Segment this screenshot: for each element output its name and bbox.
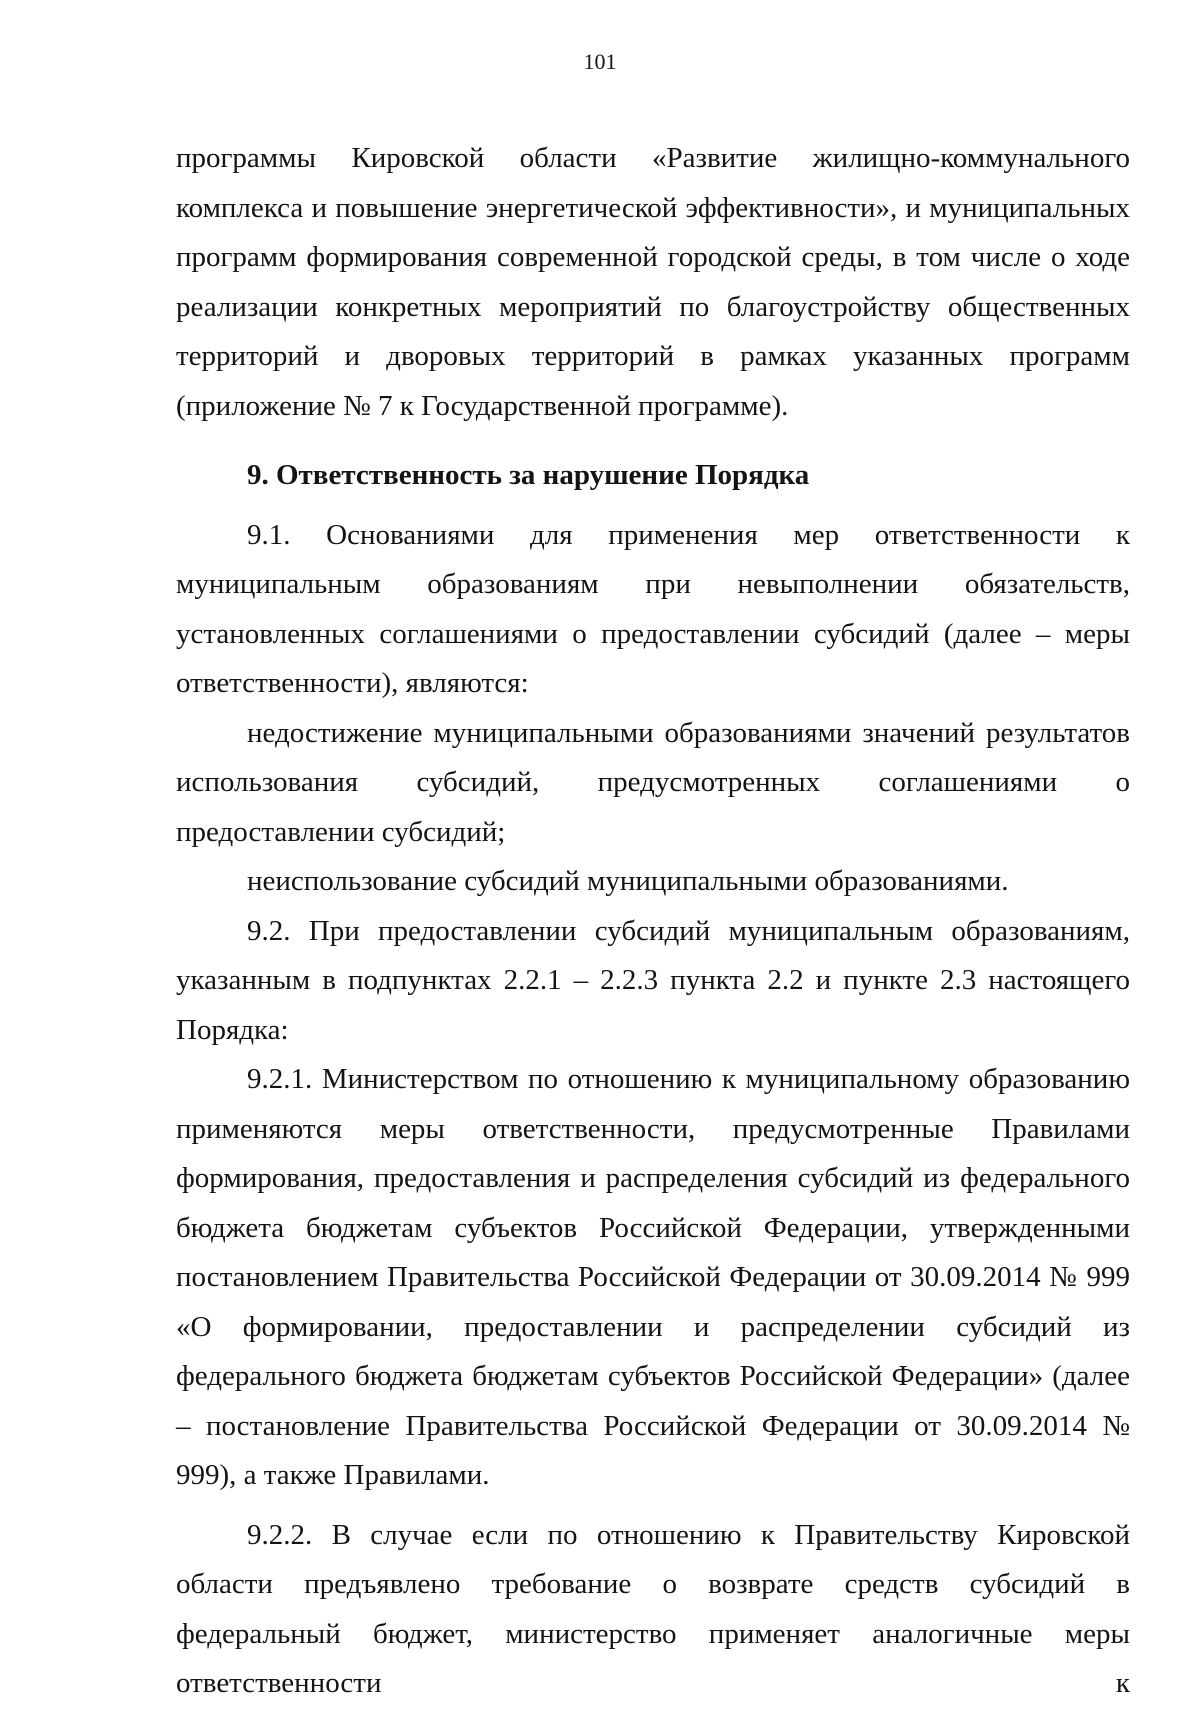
paragraph-9-2: 9.2. При предоставлении субсидий муниципальным образованиям, указанным в подпунктах 2.2.1 – 2.2.3 пункта 2.2 и пункте 2.3 настоящего Порядка:: [176, 914, 1130, 1046]
document-body: [176, 134, 1130, 1709]
paragraph-9-1-item-2: неиспользование субсидий муниципальными образованиями.: [247, 865, 1009, 897]
section-heading: 9. Ответственность за нарушение Порядка: [247, 459, 810, 491]
paragraph-9-2-2: 9.2.2. В случае если по отношению к Правительству Кировской области предъявлено требование о возврате средств субсидий в федеральный бюджет, министерство применяет аналогичные меры ответственности к: [176, 1518, 1130, 1699]
page-number: 101: [583, 49, 617, 74]
paragraph-9-1: 9.1. Основаниями для применения мер ответственности к муниципальным образованиям при невыполнении обязательств, установленных соглашениями о предоставлении субсидий (далее – меры ответственности), являются:: [176, 518, 1130, 699]
paragraph-9-1-item-1: недостижение муниципальными образованиями значений результатов использования субсидий, предусмотренных соглашениями о предоставлении субсидий;: [176, 716, 1130, 848]
paragraph-9-2-1: 9.2.1. Министерством по отношению к муниципальному образованию применяются меры ответственности, предусмотренные Правилами формирования, предоставления и распределения субсидий из федерального бюджета бюджетам субъектов Российской Федерации, утвержденными постановлением Правительства Российской Федерации от 30.09.2014 № 999 «О формировании, предоставлении и распределении субсидий из федерального бюджета бюджетам субъектов Российской Федерации» (далее – постановление Правительства Российской Федерации от 30.09.2014 № 999), а также Правилами.: [176, 1063, 1130, 1491]
paragraph-continuation: программы Кировской области «Развитие жилищно-коммунального комплекса и повышение энергетической эффективности», и муниципальных программ формирования современной городской среды, в том числе о ходе реализации конкретных мероприятий по благоустройству общественных территорий и дворовых территорий в рамках указанных программ (приложение № 7 к Государственной программе).: [176, 142, 1130, 422]
